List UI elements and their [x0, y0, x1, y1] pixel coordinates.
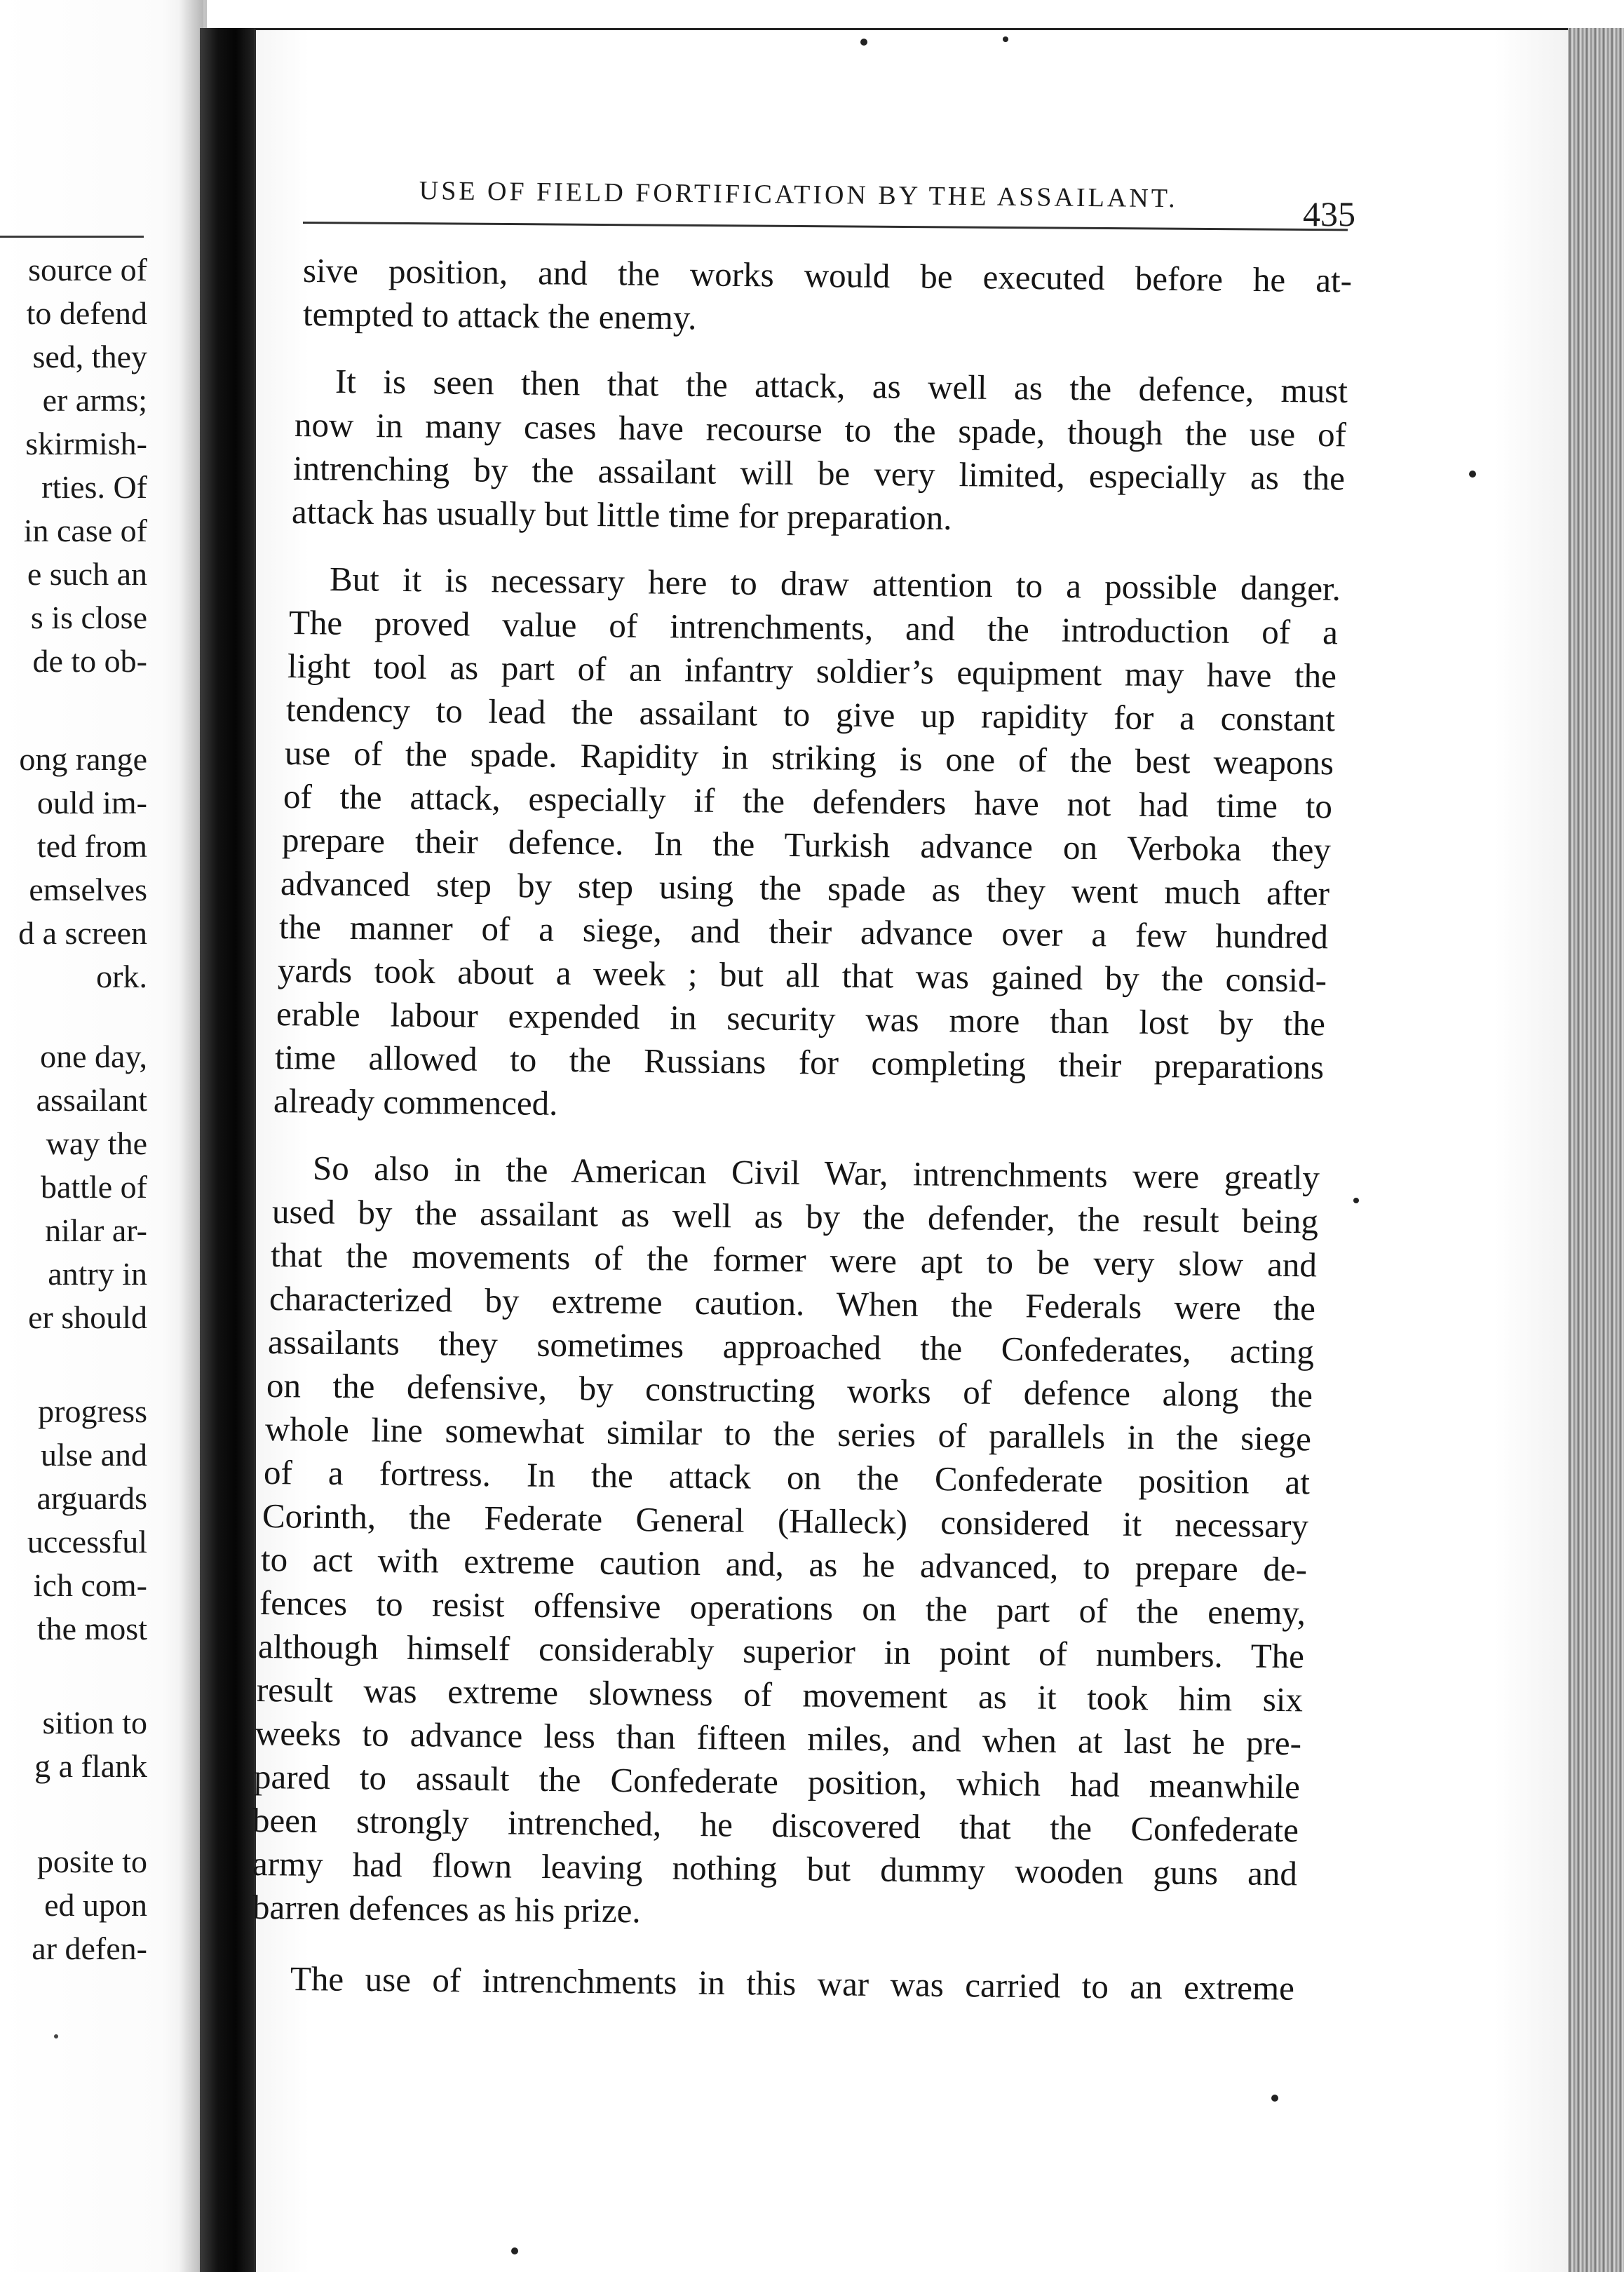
text-line: But it is necessary here to draw attention to a possible danger. [329, 560, 1341, 608]
text-line: sive position, and the works would be executed before he at- [302, 251, 1353, 300]
left-line: nilar ar- [45, 1212, 147, 1248]
text-line: already commenced. [273, 1081, 558, 1123]
text-line: assailants they sometimes approached the Confederates, acting [267, 1323, 1315, 1372]
text-line: whole line somewhat similar to the series of parallels in the siege [264, 1409, 1312, 1459]
text-line: that the movements of the former were apt to be very slow and [270, 1236, 1318, 1285]
left-line: source of [28, 252, 147, 288]
text-line: weeks to advance less than fifteen miles, and when at last he pre- [255, 1714, 1302, 1763]
left-line: way the [46, 1125, 147, 1161]
left-line: skirmish- [25, 426, 147, 461]
left-line: in case of [23, 513, 147, 548]
text-line: light tool as part of an infantry soldier’s equipment may have the [287, 647, 1337, 696]
page-edges [1568, 28, 1624, 2272]
left-line: s is close [30, 600, 147, 635]
left-line: posite to [36, 1844, 147, 1879]
page-body [252, 244, 1353, 2008]
left-page-rule [0, 236, 144, 238]
text-line: fences to resist offensive operations on the part of the enemy, [259, 1583, 1306, 1632]
left-line: de to ob- [32, 643, 147, 679]
left-line: one day, [40, 1039, 147, 1074]
left-line: sition to [42, 1705, 147, 1740]
left-line: ould im- [36, 785, 147, 820]
left-line: g a flank [34, 1748, 147, 1784]
left-line: emselves [29, 872, 147, 907]
text-line: although himself considerably superior in point of numbers. The [257, 1627, 1305, 1676]
text-line: erable labour expended in security was more than lost by the [276, 994, 1326, 1043]
text-line: Corinth, the Federate General (Halleck) considered it necessary [262, 1496, 1309, 1546]
running-head: USE OF FIELD FORTIFICATION BY THE ASSAILANT. [419, 175, 1178, 214]
text-line: army had flown leaving nothing but dummy wooden guns and [252, 1844, 1298, 1893]
text-line: So also in the American Civil War, intrenchments were greatly [312, 1149, 1320, 1197]
left-line: ar defen- [32, 1930, 147, 1966]
text-line: used by the assailant as well as by the defender, the result being [271, 1192, 1319, 1241]
left-line: ed upon [44, 1887, 147, 1923]
text-line: yards took about a week ; but all that was gained by the consid- [277, 951, 1327, 1000]
left-line: rties. Of [41, 469, 147, 505]
text-line: advanced step by step using the spade as they went much after [280, 864, 1330, 913]
left-line: ich com- [33, 1567, 147, 1603]
text-line: now in many cases have recourse to the spade, though the use of [294, 405, 1347, 454]
text-line: tempted to attack the enemy. [302, 295, 697, 337]
text-line: on the defensive, by constructing works of defence along the [266, 1366, 1313, 1415]
left-line: e such an [27, 556, 147, 592]
left-line: ong range [19, 741, 147, 777]
text-line: tendency to lead the assailant to give up rapidity for a constant [285, 690, 1336, 739]
left-line: d a screen [18, 915, 147, 951]
text-line: pared to assault the Confederate position, which had meanwhile [253, 1757, 1301, 1806]
text-line: of the attack, especially if the defenders have not had time to [283, 777, 1333, 826]
left-line: to defend [26, 295, 147, 331]
left-line: antry in [48, 1256, 147, 1292]
left-line: sed, they [32, 339, 147, 374]
text-line: of a fortress. In the attack on the Confederate position at [263, 1453, 1311, 1502]
page-number: 435 [1303, 194, 1355, 234]
left-line: ted from [36, 828, 147, 864]
text-line: been strongly intrenched, he discovered that the Confederate [252, 1801, 1299, 1850]
text-line: attack has usually but little time for preparation. [291, 492, 952, 538]
text-line: the manner of a siege, and their advance over a few hundred [278, 907, 1329, 956]
book-gutter [200, 28, 259, 2272]
left-line: arguards [36, 1480, 147, 1516]
left-line: the most [36, 1611, 147, 1646]
text-line: barren defences as his prize. [252, 1888, 641, 1930]
left-facing-page [0, 0, 203, 2272]
text-line: It is seen then that the attack, as well as the defence, must [334, 362, 1348, 410]
text-line: use of the spade. Rapidity in striking is one of the best weapons [284, 733, 1334, 783]
left-line: progress [38, 1393, 147, 1429]
left-line: uccessful [27, 1524, 147, 1560]
left-line: assailant [36, 1082, 147, 1118]
text-line: The proved value of intrenchments, and the introduction of a [288, 603, 1339, 652]
left-line: battle of [41, 1169, 147, 1205]
text-line: The use of intrenchments in this war was carried to an extreme [290, 1959, 1295, 2008]
text-line: intrenching by the assailant will be very limited, especially as the [292, 449, 1346, 498]
text-line: result was extreme slowness of movement as it took him six [256, 1670, 1304, 1719]
left-line: er should [28, 1299, 147, 1335]
text-line: time allowed to the Russians for completing their preparations [274, 1038, 1325, 1087]
text-line: to act with extreme caution and, as he advanced, to prepare de- [260, 1540, 1308, 1589]
left-line: ulse and [40, 1437, 147, 1473]
left-line: ork. [96, 959, 147, 994]
text-line: prepare their defence. In the Turkish advance on Verboka they [281, 820, 1332, 870]
left-line: er arms; [42, 382, 147, 418]
text-line: characterized by extreme caution. When the Federals were the [269, 1279, 1316, 1328]
